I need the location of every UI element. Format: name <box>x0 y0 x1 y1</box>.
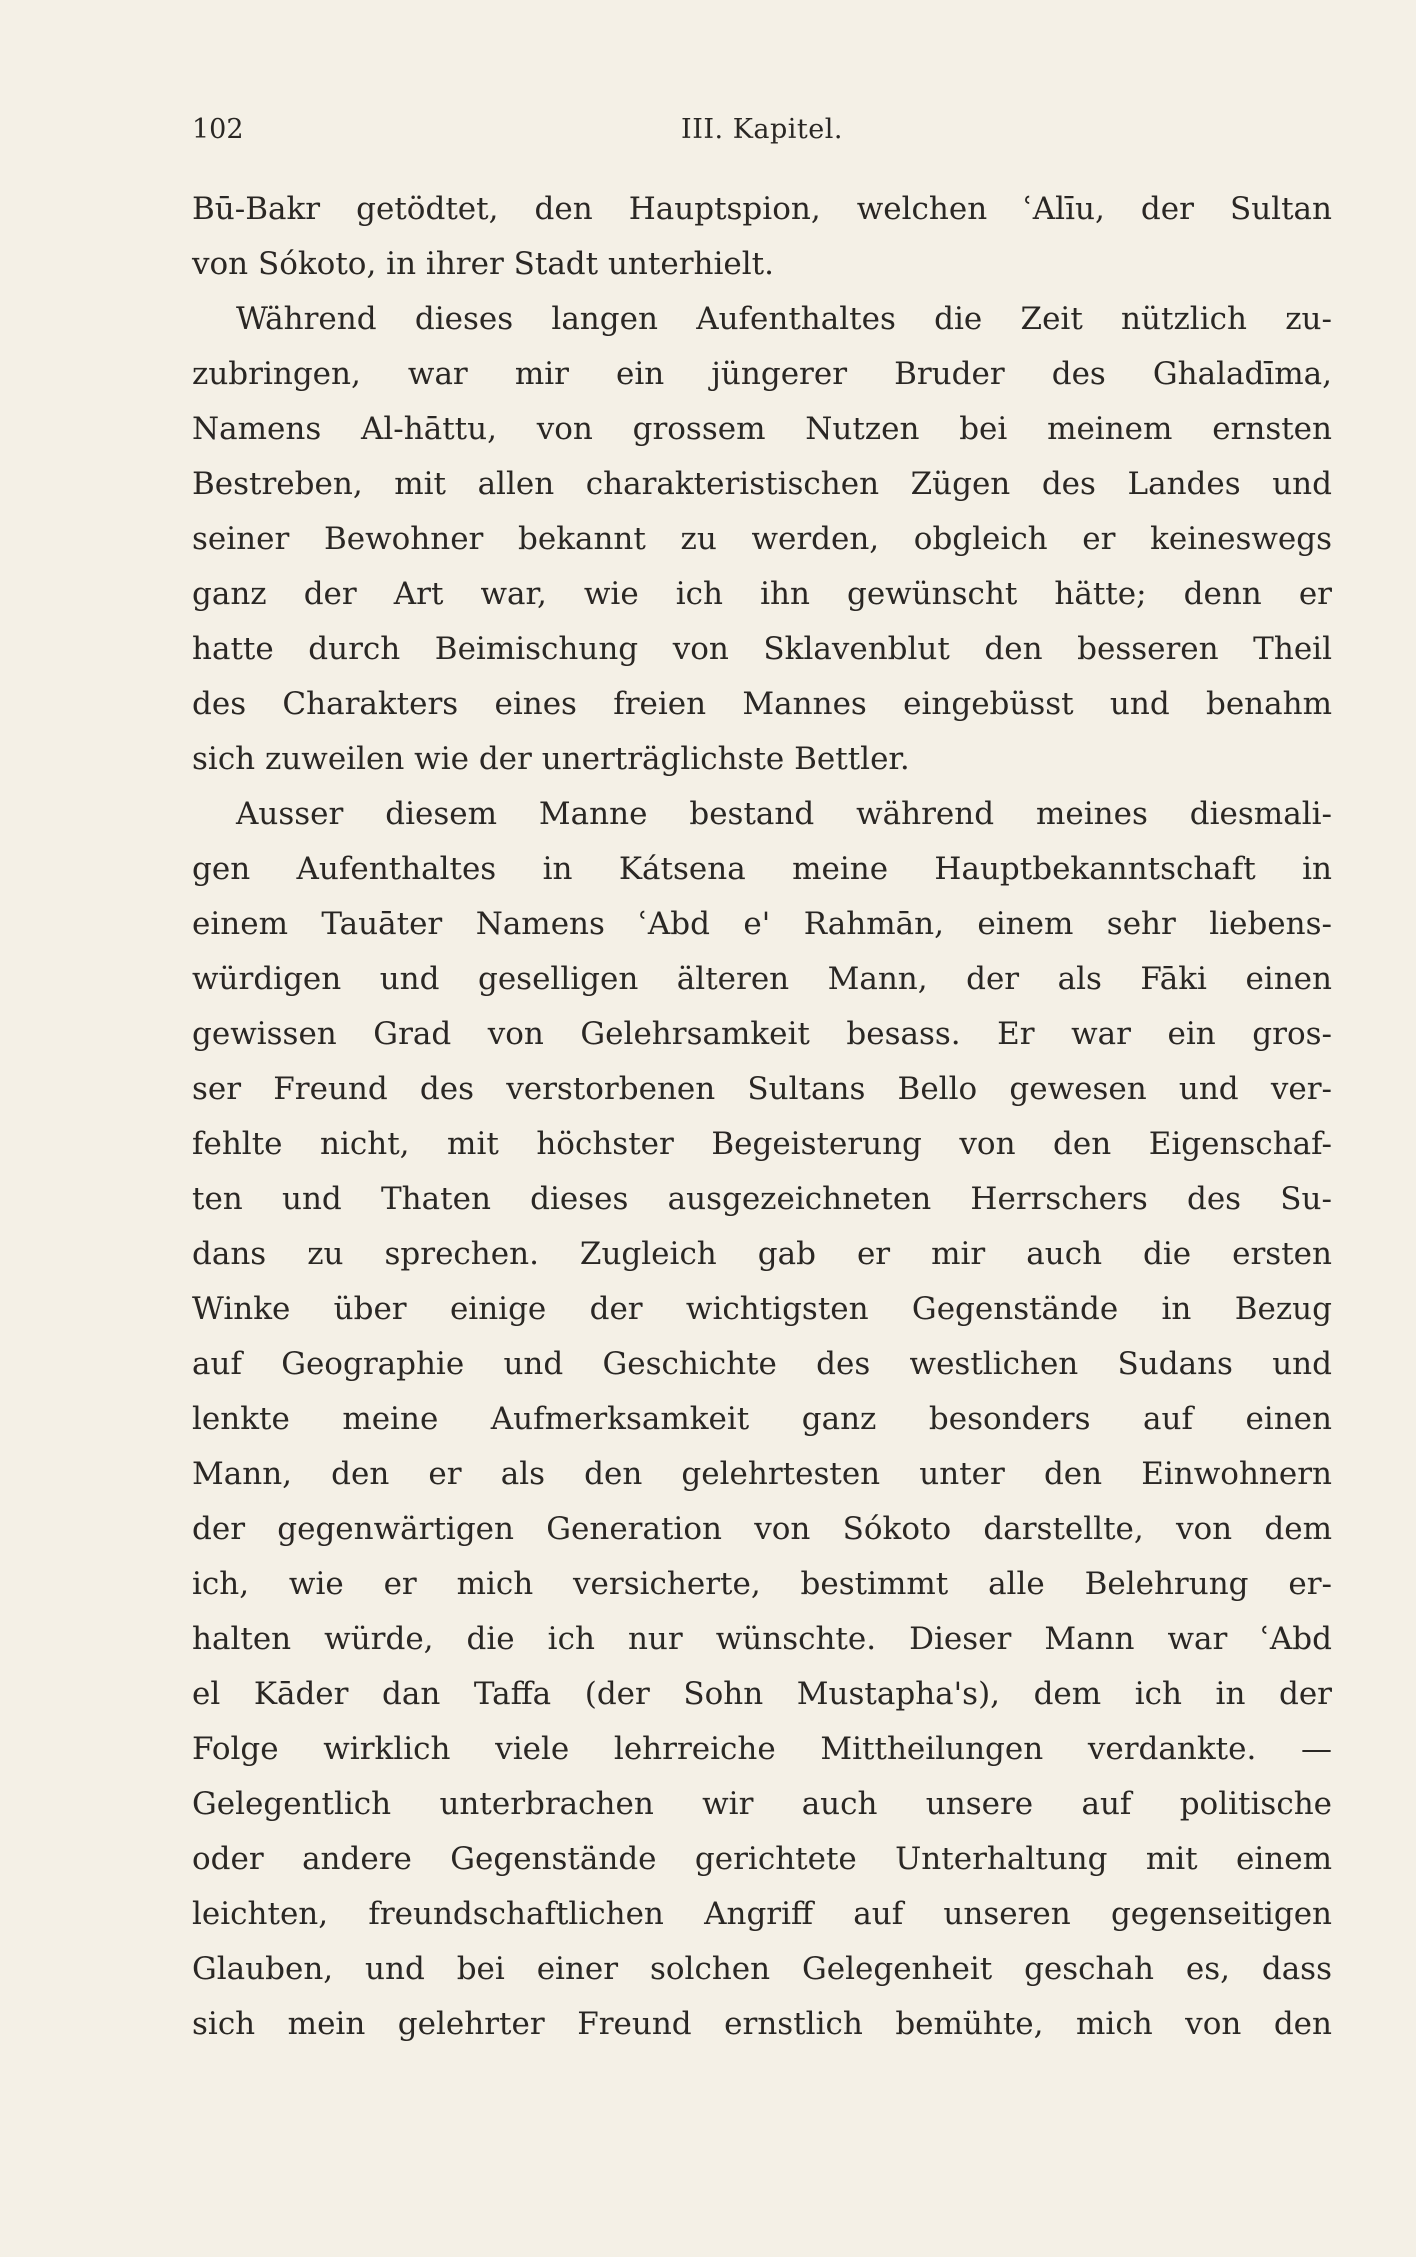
text-line: Gelegentlich unterbrachen wir auch unsere auf politische <box>192 1786 1332 1822</box>
running-head: III. Kapitel. <box>681 114 843 145</box>
text-line: des Charakters eines freien Mannes eingebüsst und benahm <box>192 686 1332 722</box>
text-line: hatte durch Beimischung von Sklavenblut den besseren Theil <box>192 631 1332 667</box>
text-line: ich, wie er mich versicherte, bestimmt alle Belehrung er- <box>192 1566 1332 1602</box>
text-line: Während dieses langen Aufenthaltes die Zeit nützlich zu- <box>236 301 1332 337</box>
text-line: von Sókoto, in ihrer Stadt unterhielt. <box>192 246 774 282</box>
text-line: Folge wirklich viele lehrreiche Mittheilungen verdankte. — <box>192 1731 1332 1767</box>
text-line: Ausser diesem Manne bestand während meines diesmali- <box>236 796 1332 832</box>
text-line: der gegenwärtigen Generation von Sókoto darstellte, von dem <box>192 1511 1332 1547</box>
text-line: Bū-Bakr getödtet, den Hauptspion, welchen ʿAlīu, der Sultan <box>192 191 1332 227</box>
text-line: einem Tauāter Namens ʿAbd e' Rahmān, einem sehr liebens- <box>192 906 1332 942</box>
text-line: halten würde, die ich nur wünschte. Dieser Mann war ʿAbd <box>192 1621 1332 1657</box>
text-line: sich mein gelehrter Freund ernstlich bemühte, mich von den <box>192 2006 1332 2042</box>
text-line: sich zuweilen wie der unerträglichste Bettler. <box>192 741 910 777</box>
text-line: fehlte nicht, mit höchster Begeisterung von den Eigenschaf- <box>192 1126 1332 1162</box>
text-line: dans zu sprechen. Zugleich gab er mir auch die ersten <box>192 1236 1332 1272</box>
text-line: lenkte meine Aufmerksamkeit ganz besonders auf einen <box>192 1401 1332 1437</box>
text-line: würdigen und geselligen älteren Mann, der als Fāki einen <box>192 961 1332 997</box>
text-line: Winke über einige der wichtigsten Gegenstände in Bezug <box>192 1291 1332 1327</box>
text-line: ten und Thaten dieses ausgezeichneten Herrschers des Su- <box>192 1181 1332 1217</box>
text-line: oder andere Gegenstände gerichtete Unterhaltung mit einem <box>192 1841 1332 1877</box>
text-line: gen Aufenthaltes in Kátsena meine Hauptbekanntschaft in <box>192 851 1332 887</box>
body-text <box>192 182 1332 2052</box>
text-line: Glauben, und bei einer solchen Gelegenheit geschah es, dass <box>192 1951 1332 1987</box>
text-line: seiner Bewohner bekannt zu werden, obgleich er keineswegs <box>192 521 1332 557</box>
text-line: Mann, den er als den gelehrtesten unter den Einwohnern <box>192 1456 1332 1492</box>
text-line: auf Geographie und Geschichte des westlichen Sudans und <box>192 1346 1332 1382</box>
text-line: el Kāder dan Taffa (der Sohn Mustapha's), dem ich in der <box>192 1676 1332 1712</box>
page-number: 102 <box>192 114 244 145</box>
page-header <box>192 108 1332 152</box>
text-line: Bestreben, mit allen charakteristischen Zügen des Landes und <box>192 466 1332 502</box>
text-line: leichten, freundschaftlichen Angriff auf unseren gegenseitigen <box>192 1896 1332 1932</box>
text-line: zubringen, war mir ein jüngerer Bruder des Ghaladīma, <box>192 356 1332 392</box>
text-line: gewissen Grad von Gelehrsamkeit besass. Er war ein gros- <box>192 1016 1332 1052</box>
text-line: Namens Al-hāttu, von grossem Nutzen bei meinem ernsten <box>192 411 1332 447</box>
text-line: ganz der Art war, wie ich ihn gewünscht hätte; denn er <box>192 576 1332 612</box>
text-line: ser Freund des verstorbenen Sultans Bello gewesen und ver- <box>192 1071 1332 1107</box>
